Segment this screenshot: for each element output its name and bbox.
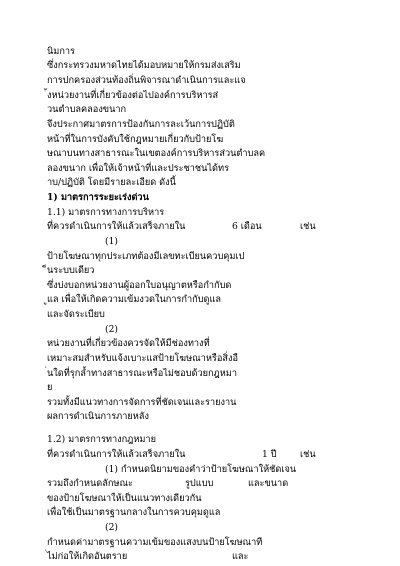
- text-line: กำหนดค่ามาตรฐานความเข้มของแสงบนป้ายโฆษณาที: [47, 537, 263, 548]
- item-number: (2): [105, 522, 119, 533]
- text-line: และขนาด: [248, 478, 289, 489]
- text-line: ของป้ายโฆษณาให้เป็นแนวทางเดียวกัน: [47, 493, 202, 504]
- text-line: ที่ควรดำเนินการให้แล้วเสร็จภายใน: [47, 221, 186, 232]
- text-line: เช่น: [300, 221, 316, 232]
- text-line: เหมาะสมสำหรับแจ้งเบาะแสป้ายโฆษณาหรือสิ่งอื: [47, 353, 238, 364]
- text-line: เช่น: [300, 449, 316, 460]
- text-line: และ: [232, 551, 249, 562]
- text-line: ผลการดำเนินการภายหลัง: [47, 411, 149, 422]
- text-line: จึงประกาศมาตรการป้องกันการละเว้นการปฏิบัติ: [47, 119, 235, 130]
- text-line: ษณาบนทางสาธารณะในเขตองค์การบริหารส่วนตำบลค: [47, 148, 266, 159]
- text-line: รวมถึงกำหนดลักษณะ: [47, 478, 133, 489]
- deadline-label: 1 ปี: [262, 449, 277, 460]
- text-line: รูปแบบ: [185, 478, 214, 489]
- text-line: ูแล เพื่อให้เกิดความเข้มงวดในการกำกับดูแล: [47, 294, 222, 305]
- text-line: การปกครองส่วนท้องถิ่นพิจารณาดำเนินการและแจ: [47, 75, 246, 86]
- text-line: ่นใดที่รุกล้ำทางสาธารณะหรือไม่ชอบด้วยกฎหมา: [47, 368, 237, 379]
- text-line: ซึ่งบ่งบอกหน่วยงานผู้ออกใบอนุญาตหรือกำกับด: [47, 280, 232, 291]
- text-line: (1) กำหนดนิยามของคำว่าป้ายโฆษณาให้ชัดเจน: [105, 464, 297, 475]
- text-line: รวมทั้งมีแนวทางการจัดการที่ชัดเจนและรายงาน: [47, 397, 237, 408]
- subsection-heading: 1.2) มาตรการทางกฎหมาย: [47, 434, 156, 445]
- text-line: ่ไม่ก่อให้เกิดอันตราย: [47, 551, 128, 562]
- text-line: ็นระบบเดียว: [47, 265, 95, 276]
- text-line: ้งหน่วยงานที่เกี่ยวข้องต่อไปองค์การบริหารส่: [47, 90, 219, 101]
- deadline-label: 6 เดือน: [232, 221, 262, 232]
- subsection-heading: 1.1) มาตรการทางการบริหาร: [47, 207, 165, 218]
- item-number: (1): [105, 236, 119, 247]
- text-line: ย: [47, 382, 53, 393]
- section-heading: 1) มาตรการระยะเร่งด่วน: [47, 192, 149, 203]
- text-line: หน้าที่ในการบังคับใช้กฎหมายเกี่ยวกับป้ายโฆ: [47, 134, 224, 145]
- text-line: หน่วยงานที่เกี่ยวข้องควรจัดให้มีช่องทางที่: [47, 338, 210, 349]
- text-line: ที่ควรดำเนินการให้แล้วเสร็จภายใน: [47, 449, 186, 460]
- text-line: และจัดระเบียบ: [47, 309, 105, 320]
- text-line: ป้ายโฆษณาทุกประเภทต้องมีเลขทะเบียนควบคุมเป: [47, 251, 245, 262]
- item-number: (2): [105, 324, 119, 335]
- text-line: ลองขนาก เพื่อให้เจ้าหน้าที่และประชาชนได้ทร: [47, 163, 230, 174]
- text-line: นิมการ: [47, 46, 75, 57]
- text-line: ซึ่งกระทรวงมหาดไทยได้มอบหมายให้กรมส่งเสริม: [47, 60, 241, 71]
- text-line: าบ/ปฏิบัติ โดยมีรายละเอียด ดังนี้: [47, 177, 176, 188]
- text-line: เพื่อใช้เป็นมาตรฐานกลางในการควบคุมดูแล: [47, 507, 221, 518]
- text-line: วนตำบลคลองขนาก: [47, 104, 127, 115]
